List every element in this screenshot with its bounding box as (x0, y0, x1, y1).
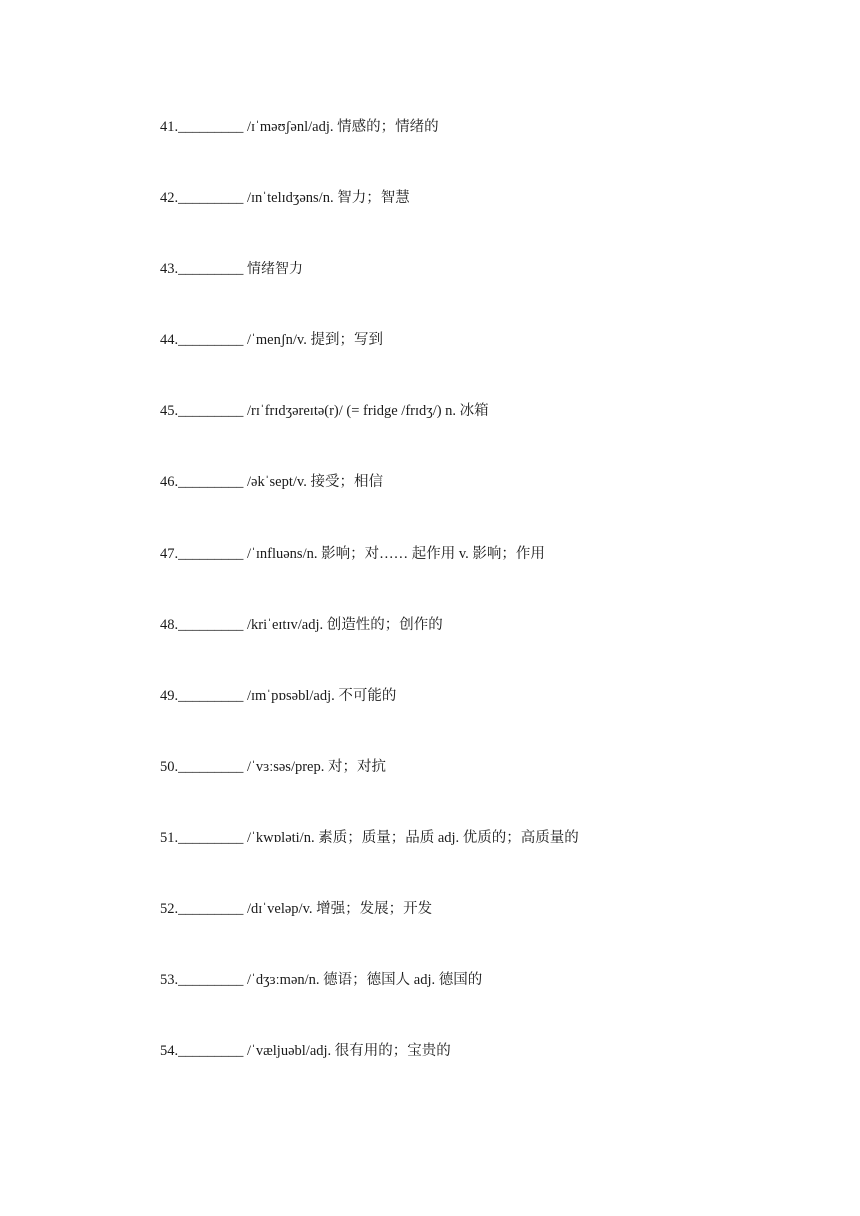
entry-number: 50. (160, 758, 179, 775)
entry-definition: /ˈvæljuəbl/adj. 很有用的；宝贵的 (247, 1043, 451, 1060)
entry-number: 52. (160, 901, 179, 918)
entry-definition: /ˈvɜːsəs/prep. 对；对抗 (247, 758, 386, 775)
entry-number: 48. (160, 616, 179, 633)
answer-blank: _________ (178, 403, 244, 420)
entry-definition: /ɪˈməʊʃənl/adj. 情感的；情绪的 (247, 119, 439, 135)
vocab-entry-47 (160, 543, 820, 614)
vocab-entry-43 (160, 258, 820, 329)
vocab-entry-52 (160, 898, 820, 969)
answer-blank: _________ (178, 616, 244, 633)
entry-number: 53. (160, 972, 179, 989)
entry-definition: /ɪmˈpɒsəbl/adj. 不可能的 (247, 687, 397, 704)
answer-blank: _________ (178, 972, 244, 989)
vocab-entry-41 (160, 116, 820, 187)
answer-blank: _________ (178, 261, 244, 278)
entry-definition: /rɪˈfrɪdʒəreɪtə(r)/ (= fridge /frɪdʒ/) n. 冰箱 (247, 403, 489, 420)
entry-definition: /əkˈsept/v. 接受；相信 (247, 474, 383, 491)
vocab-entry-53 (160, 969, 820, 1040)
answer-blank: _________ (178, 687, 244, 704)
entry-number: 41. (160, 119, 179, 135)
answer-blank: _________ (178, 474, 244, 491)
vocab-entry-46 (160, 471, 820, 542)
entry-number: 49. (160, 687, 179, 704)
entry-number: 43. (160, 261, 179, 278)
entry-definition: /ˈdʒɜːmən/n. 德语；德国人 adj. 德国的 (247, 972, 483, 989)
vocab-entry-42 (160, 187, 820, 258)
entry-number: 45. (160, 403, 179, 420)
answer-blank: _________ (178, 545, 244, 562)
entry-definition: /ɪnˈtelɪdʒəns/n. 智力；智慧 (247, 190, 410, 207)
answer-blank: _________ (178, 758, 244, 775)
answer-blank: _________ (178, 119, 244, 135)
answer-blank: _________ (178, 829, 244, 846)
vocab-entry-45 (160, 400, 820, 471)
entry-definition: /ˈmenʃn/v. 提到；写到 (247, 332, 383, 349)
entry-number: 44. (160, 332, 179, 349)
entry-definition: /ˈɪnfluəns/n. 影响；对…… 起作用 v. 影响；作用 (247, 545, 545, 562)
vocab-entry-49 (160, 685, 820, 756)
vocab-entry-51 (160, 827, 820, 898)
entry-number: 51. (160, 829, 179, 846)
entry-number: 46. (160, 474, 179, 491)
entry-number: 42. (160, 190, 179, 207)
vocab-entry-54 (160, 1040, 820, 1111)
vocab-entry-44 (160, 329, 820, 400)
entry-number: 47. (160, 545, 179, 562)
vocab-entry-50 (160, 756, 820, 827)
answer-blank: _________ (178, 332, 244, 349)
entry-definition: /ˈkwɒləti/n. 素质；质量；品质 adj. 优质的；高质量的 (247, 829, 579, 846)
answer-blank: _________ (178, 190, 244, 207)
entry-number: 54. (160, 1043, 179, 1060)
answer-blank: _________ (178, 1043, 244, 1060)
entry-definition: /dɪˈveləp/v. 增强；发展；开发 (247, 901, 433, 918)
vocab-entry-48 (160, 614, 820, 685)
answer-blank: _________ (178, 901, 244, 918)
entry-definition: 情绪智力 (247, 261, 303, 278)
vocabulary-list (160, 116, 820, 1111)
entry-definition: /kriˈeɪtɪv/adj. 创造性的；创作的 (247, 616, 443, 633)
